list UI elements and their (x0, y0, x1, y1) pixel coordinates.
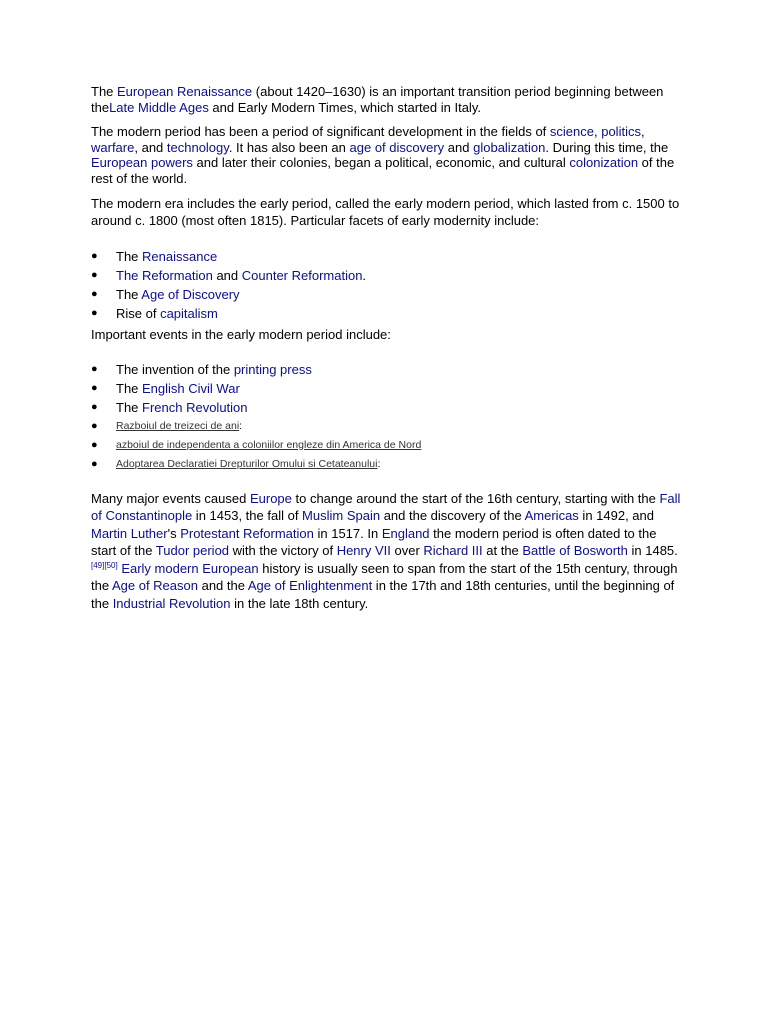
text: and Early Modern Times, which started in Italy. (208, 99, 481, 115)
text: The (116, 249, 143, 264)
link-globalization[interactable]: globalization (473, 139, 546, 155)
text: history is usually seen to span from the start of the 15th century, through the (91, 560, 678, 593)
text: of the rest of the world. (91, 155, 675, 186)
text: The modern period has been a period of significant development in the fields of (91, 124, 550, 139)
text: in 1517. In (313, 525, 382, 541)
text: The invention of the (116, 361, 234, 377)
link-razboiul-treizeci-ani[interactable]: Razboiul de treizeci de ani (116, 419, 240, 432)
link-fall-of-constantinople[interactable]: Fall of Constantinople (91, 490, 681, 523)
bullet-icon: ● (91, 400, 98, 413)
link-protestant-reformation[interactable]: Protestant Reformation (180, 525, 314, 541)
link-europe[interactable]: Europe (249, 490, 292, 506)
link-counter-reformation[interactable]: Counter Reformation (241, 268, 363, 283)
link-battle-of-bosworth[interactable]: Battle of Bosworth (522, 543, 628, 558)
list-item (91, 398, 681, 417)
list-item (91, 379, 681, 398)
list-item (91, 436, 681, 455)
text: . It has also been an (228, 139, 350, 155)
text: . During this time, the (545, 139, 669, 155)
link-henry-vii[interactable]: Henry VII (336, 543, 391, 558)
text: : (377, 457, 381, 470)
link-the-reformation[interactable]: The Reformation (116, 268, 213, 283)
text: and the (197, 578, 248, 593)
link-age-of-enlightenment[interactable]: Age of Enlightenment (247, 578, 373, 593)
text: in 1492, and (578, 508, 654, 523)
text: in 1453, the fall of (192, 508, 303, 523)
list-item (91, 247, 681, 266)
bullet-icon: ● (91, 457, 98, 470)
list-item (91, 266, 681, 285)
link-age-of-discovery-list[interactable]: Age of Discovery (141, 287, 240, 302)
link-richard-iii[interactable]: Richard III (423, 543, 483, 558)
paragraph-important-events: Important events in the early modern period include: (91, 327, 391, 342)
list-events (91, 360, 681, 474)
paragraph-modern-period (91, 124, 681, 186)
list-item (91, 285, 681, 304)
link-age-of-discovery[interactable]: age of discovery (349, 139, 445, 155)
link-european-powers[interactable]: European powers (91, 155, 193, 170)
link-technology[interactable]: technology (166, 139, 229, 155)
link-capitalism[interactable]: capitalism (160, 306, 218, 321)
document-body (91, 84, 681, 612)
link-french-revolution[interactable]: French Revolution (142, 399, 248, 415)
text: in the late 18th century. (230, 595, 369, 611)
link-razboiul-independenta[interactable]: azboiul de independenta a coloniilor engleze din America de Nord (116, 438, 422, 451)
link-colonization[interactable]: colonization (569, 155, 639, 170)
list-item (91, 417, 681, 436)
text: , and (134, 139, 167, 155)
list-facets (91, 247, 681, 323)
link-americas[interactable]: Americas (524, 508, 579, 523)
text: over (390, 543, 424, 558)
bullet-icon: ● (91, 288, 98, 300)
bullet-icon: ● (91, 362, 98, 375)
link-industrial-revolution[interactable]: Industrial Revolution (112, 595, 231, 611)
text: : (239, 419, 243, 432)
citation-reference[interactable]: [49][50] (91, 560, 118, 570)
bullet-icon: ● (91, 269, 98, 281)
text: and (212, 268, 242, 283)
text: The (91, 84, 118, 99)
text: to change around the start of the 16th century, starting with the (291, 490, 660, 506)
link-english-civil-war[interactable]: English Civil War (142, 380, 240, 396)
paragraph-renaissance (91, 84, 681, 115)
text: Many major events caused (91, 490, 250, 506)
list-item (91, 455, 681, 474)
paragraph-modern-era: The modern era includes the early period, called the early modern period, which lasted from c. 1500 to around c. 1800 (most often 1815). Particular facets of early modernity include: (91, 196, 680, 228)
link-science[interactable]: science (549, 124, 594, 139)
text: Rise of (116, 306, 161, 321)
text: and the discovery of the (380, 508, 525, 523)
text: (about 1420–1630) is an important transition period beginning between the (91, 84, 664, 115)
text: The (116, 380, 143, 396)
link-renaissance[interactable]: Renaissance (142, 249, 218, 264)
link-politics[interactable]: politics (601, 124, 641, 139)
text: with the victory of (229, 543, 337, 558)
bullet-icon: ● (91, 250, 98, 262)
bullet-icon: ● (91, 419, 98, 432)
text: The (116, 399, 143, 415)
text: the modern period is often dated to the start of the (91, 525, 657, 558)
text: and later their colonies, began a political, economic, and cultural (192, 155, 570, 170)
list-item (91, 304, 681, 323)
link-declaratia-drepturilor[interactable]: Adoptarea Declaratiei Drepturilor Omului si Cetateanului (116, 457, 378, 470)
bullet-icon: ● (91, 381, 98, 394)
text: at the (482, 543, 523, 558)
link-warfare[interactable]: warfare (91, 139, 135, 155)
text: and (444, 139, 474, 155)
text: in the 17th and 18th centuries, until the beginning of the (91, 578, 675, 611)
link-european-renaissance[interactable]: European Renaissance (117, 84, 253, 99)
link-martin-luther[interactable]: Martin Luther (91, 525, 168, 541)
list-item (91, 360, 681, 379)
link-early-modern-european[interactable]: Early modern European (121, 560, 259, 576)
link-england[interactable]: England (381, 525, 430, 541)
text: The (116, 287, 142, 302)
text: , (640, 124, 645, 139)
link-age-of-reason[interactable]: Age of Reason (111, 578, 198, 593)
bullet-icon: ● (91, 438, 98, 451)
paragraph-major-events (91, 490, 681, 613)
text: , (593, 124, 602, 139)
link-late-middle-ages[interactable]: Late Middle Ages (109, 99, 209, 115)
link-tudor-period[interactable]: Tudor period (155, 543, 230, 558)
link-muslim-spain[interactable]: Muslim Spain (302, 508, 381, 523)
text: in 1485. (627, 543, 678, 558)
text: . (362, 268, 367, 283)
bullet-icon: ● (91, 307, 98, 319)
text: 's (167, 525, 181, 541)
link-printing-press[interactable]: printing press (233, 361, 312, 377)
